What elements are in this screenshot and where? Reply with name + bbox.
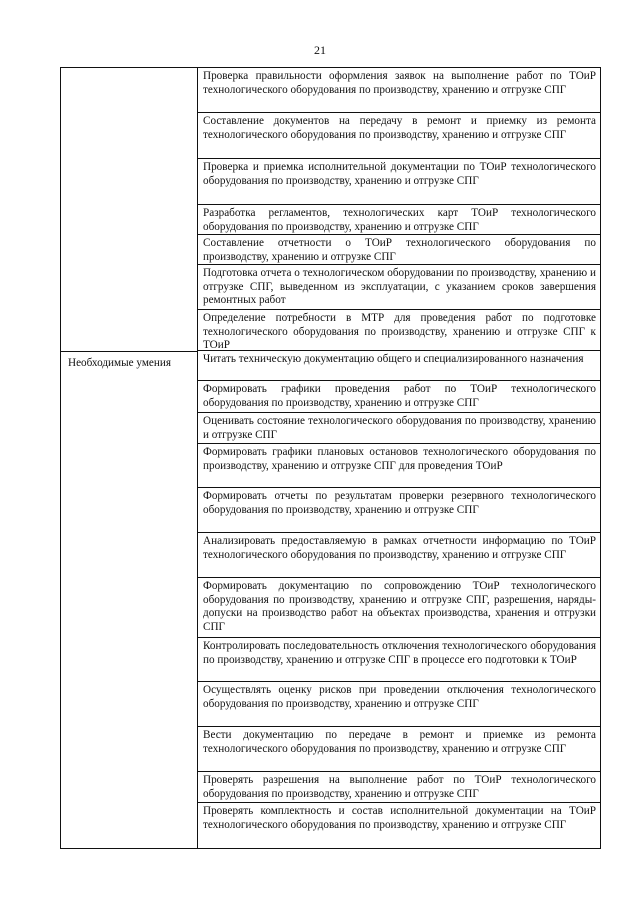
table-row: Проверять комплектность и состав исполнительной документации на ТОиР технологического оборудования по производству, хранению и отгрузке СПГ (203, 805, 596, 831)
section-divider (61, 351, 198, 352)
page-number: 21 (314, 43, 326, 57)
competency-table (60, 67, 601, 849)
table-row: Определение потребности в МТР для проведения работ по подготовке технологического оборудования по производству, хранению и отгрузке СПГ к ТОиР (198, 310, 600, 351)
table-row: Разработка регламентов, технологических карт ТОиР технологического оборудования по производству, хранению и отгрузке СПГ (198, 205, 600, 235)
table-row: Контролировать последовательность отключения технологического оборудования по производству, хранению и отгрузке СПГ в процессе его подготовки к ТОиР (198, 638, 600, 682)
table-row: Оценивать состояние технологического оборудования по производству, хранению и отгрузке СПГ (198, 413, 600, 444)
table-row: Формировать графики плановых остановов технологического оборудования по производству, хранению и отгрузке СПГ для проведения ТОиР (198, 444, 600, 488)
table-row: Читать техническую документацию общего и специализированного назначения (198, 351, 600, 381)
table-row: Проверять разрешения на выполнение работ по ТОиР технологического оборудования по производству, хранению и отгрузке СПГ (198, 772, 600, 803)
section-label-skills: Необходимые умения (68, 357, 171, 369)
table-row: Формировать графики проведения работ по ТОиР технологического оборудования по производству, хранению и отгрузке СПГ (198, 381, 600, 413)
table-row: Составление отчетности о ТОиР технологического оборудования по производству, хранению и отгрузке СПГ (198, 235, 600, 265)
table-row: Вести документацию по передаче в ремонт и приемке из ремонта технологического оборудования по производству, хранению и отгрузке СПГ (198, 727, 600, 772)
table-row: Подготовка отчета о технологическом оборудовании по производству, хранению и отгрузке СПГ, выведенном из эксплуатации, с указанием сроков завершения ремонтных работ (198, 265, 600, 310)
table-row: Проверка и приемка исполнительной документации по ТОиР технологического оборудования по производству, хранению и отгрузке СПГ (198, 159, 600, 205)
table-row: Осуществлять оценку рисков при проведении отключения технологического оборудования по производству, хранению и отгрузке СПГ (198, 682, 600, 727)
table-left-column (61, 68, 198, 848)
table-row: Формировать отчеты по результатам проверки резервного технологического оборудования по производству, хранению и отгрузке СПГ (198, 488, 600, 533)
table-row: Проверка правильности оформления заявок на выполнение работ по ТОиР технологического оборудования по производству, хранению и отгрузке СПГ (198, 68, 600, 113)
table-row: Анализировать предоставляемую в рамках отчетности информацию по ТОиР технологического оборудования по производству, хранению и отгрузке СПГ (198, 533, 600, 578)
table-right-column (198, 68, 600, 848)
table-row: Формировать документацию по сопровождению ТОиР технологического оборудования по производству, хранению и отгрузке СПГ, разрешения, наряды-допуски на производство работ на объектах производства, хранения и отгрузки СПГ (198, 578, 600, 638)
table-row: Составление документов на передачу в ремонт и приемку из ремонта технологического оборудования по производству, хранению и отгрузке СПГ (198, 113, 600, 159)
